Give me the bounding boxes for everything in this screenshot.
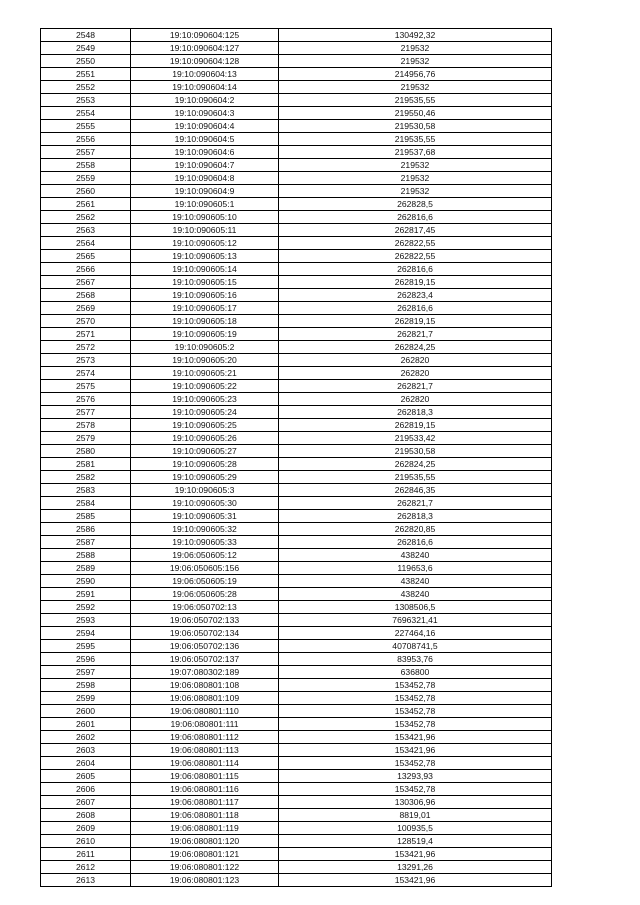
row-number-cell: 2570	[41, 315, 131, 328]
table-row	[41, 809, 552, 822]
row-number-cell: 2592	[41, 601, 131, 614]
value-cell: 262821,7	[279, 497, 552, 510]
table-row	[41, 133, 552, 146]
cadastral-number-cell: 19:10:090604:14	[131, 81, 279, 94]
cadastral-number-cell: 19:10:090605:21	[131, 367, 279, 380]
row-number-cell: 2580	[41, 445, 131, 458]
table-row	[41, 380, 552, 393]
row-number-cell: 2555	[41, 120, 131, 133]
value-cell: 219532	[279, 42, 552, 55]
value-cell: 13293,93	[279, 770, 552, 783]
value-cell: 636800	[279, 666, 552, 679]
cadastral-number-cell: 19:10:090604:4	[131, 120, 279, 133]
row-number-cell: 2572	[41, 341, 131, 354]
cadastral-number-cell: 19:10:090604:2	[131, 94, 279, 107]
cadastral-number-cell: 19:10:090605:28	[131, 458, 279, 471]
cadastral-number-cell: 19:10:090605:15	[131, 276, 279, 289]
value-cell: 227464,16	[279, 627, 552, 640]
value-cell: 262820,85	[279, 523, 552, 536]
table-row	[41, 29, 552, 42]
table-row	[41, 588, 552, 601]
value-cell: 219535,55	[279, 133, 552, 146]
table-row	[41, 263, 552, 276]
value-cell: 119653,6	[279, 562, 552, 575]
value-cell: 262816,6	[279, 302, 552, 315]
table-row	[41, 471, 552, 484]
value-cell: 438240	[279, 549, 552, 562]
table-row	[41, 419, 552, 432]
cadastral-number-cell: 19:10:090604:9	[131, 185, 279, 198]
table-row	[41, 198, 552, 211]
cadastral-number-cell: 19:10:090605:33	[131, 536, 279, 549]
row-number-cell: 2583	[41, 484, 131, 497]
cadastral-number-cell: 19:06:050702:13	[131, 601, 279, 614]
cadastral-number-cell: 19:10:090605:19	[131, 328, 279, 341]
row-number-cell: 2612	[41, 861, 131, 874]
cadastral-number-cell: 19:06:050605:19	[131, 575, 279, 588]
table-row	[41, 575, 552, 588]
cadastral-number-cell: 19:10:090605:31	[131, 510, 279, 523]
row-number-cell: 2594	[41, 627, 131, 640]
value-cell: 262822,55	[279, 250, 552, 263]
value-cell: 153421,96	[279, 874, 552, 887]
cadastral-number-cell: 19:10:090605:27	[131, 445, 279, 458]
cadastral-number-cell: 19:06:050702:133	[131, 614, 279, 627]
value-cell: 262818,3	[279, 510, 552, 523]
value-cell: 8819,01	[279, 809, 552, 822]
table-row	[41, 172, 552, 185]
cadastral-number-cell: 19:10:090604:3	[131, 107, 279, 120]
row-number-cell: 2554	[41, 107, 131, 120]
value-cell: 153421,96	[279, 731, 552, 744]
cadastral-number-cell: 19:10:090605:1	[131, 198, 279, 211]
value-cell: 262817,45	[279, 224, 552, 237]
value-cell: 130492,32	[279, 29, 552, 42]
cadastral-number-cell: 19:10:090604:127	[131, 42, 279, 55]
value-cell: 438240	[279, 575, 552, 588]
table-row	[41, 601, 552, 614]
cadastral-number-cell: 19:06:080801:122	[131, 861, 279, 874]
value-cell: 219550,46	[279, 107, 552, 120]
value-cell: 100935,5	[279, 822, 552, 835]
cadastral-number-cell: 19:10:090604:5	[131, 133, 279, 146]
table-row	[41, 94, 552, 107]
row-number-cell: 2599	[41, 692, 131, 705]
cadastral-number-cell: 19:10:090605:24	[131, 406, 279, 419]
row-number-cell: 2574	[41, 367, 131, 380]
row-number-cell: 2598	[41, 679, 131, 692]
row-number-cell: 2609	[41, 822, 131, 835]
cadastral-number-cell: 19:06:080801:116	[131, 783, 279, 796]
value-cell: 262819,15	[279, 315, 552, 328]
table-row	[41, 627, 552, 640]
value-cell: 262824,25	[279, 458, 552, 471]
value-cell: 262828,5	[279, 198, 552, 211]
value-cell: 1308506,5	[279, 601, 552, 614]
row-number-cell: 2558	[41, 159, 131, 172]
value-cell: 219532	[279, 172, 552, 185]
table-row	[41, 224, 552, 237]
row-number-cell: 2556	[41, 133, 131, 146]
value-cell: 128519,4	[279, 835, 552, 848]
row-number-cell: 2584	[41, 497, 131, 510]
cadastral-number-cell: 19:10:090605:29	[131, 471, 279, 484]
cadastral-number-cell: 19:06:050605:28	[131, 588, 279, 601]
row-number-cell: 2589	[41, 562, 131, 575]
table-row	[41, 367, 552, 380]
table-row	[41, 705, 552, 718]
table-row	[41, 328, 552, 341]
cadastral-number-cell: 19:06:080801:121	[131, 848, 279, 861]
cadastral-number-cell: 19:10:090605:16	[131, 289, 279, 302]
cadastral-number-cell: 19:10:090605:13	[131, 250, 279, 263]
value-cell: 153452,78	[279, 679, 552, 692]
cadastral-number-cell: 19:10:090604:125	[131, 29, 279, 42]
row-number-cell: 2607	[41, 796, 131, 809]
value-cell: 153452,78	[279, 692, 552, 705]
value-cell: 219537,68	[279, 146, 552, 159]
table-row	[41, 861, 552, 874]
row-number-cell: 2603	[41, 744, 131, 757]
cadastral-number-cell: 19:06:080801:111	[131, 718, 279, 731]
cadastral-number-cell: 19:06:080801:110	[131, 705, 279, 718]
table-row	[41, 120, 552, 133]
row-number-cell: 2573	[41, 354, 131, 367]
row-number-cell: 2552	[41, 81, 131, 94]
table-row	[41, 68, 552, 81]
cadastral-number-cell: 19:10:090605:2	[131, 341, 279, 354]
value-cell: 214956,76	[279, 68, 552, 81]
table-row	[41, 549, 552, 562]
row-number-cell: 2564	[41, 237, 131, 250]
value-cell: 262818,3	[279, 406, 552, 419]
row-number-cell: 2575	[41, 380, 131, 393]
value-cell: 219530,58	[279, 120, 552, 133]
cadastral-number-cell: 19:10:090604:128	[131, 55, 279, 68]
row-number-cell: 2553	[41, 94, 131, 107]
value-cell: 219530,58	[279, 445, 552, 458]
row-number-cell: 2601	[41, 718, 131, 731]
table-row	[41, 42, 552, 55]
table-row	[41, 835, 552, 848]
value-cell: 219533,42	[279, 432, 552, 445]
value-cell: 438240	[279, 588, 552, 601]
value-cell: 40708741,5	[279, 640, 552, 653]
row-number-cell: 2559	[41, 172, 131, 185]
cadastral-number-cell: 19:10:090604:7	[131, 159, 279, 172]
row-number-cell: 2597	[41, 666, 131, 679]
table-row	[41, 432, 552, 445]
table-row	[41, 354, 552, 367]
value-cell: 153452,78	[279, 705, 552, 718]
value-cell: 219532	[279, 185, 552, 198]
table-row	[41, 315, 552, 328]
table-row	[41, 458, 552, 471]
cadastral-number-cell: 19:06:080801:117	[131, 796, 279, 809]
row-number-cell: 2590	[41, 575, 131, 588]
table-row	[41, 393, 552, 406]
row-number-cell: 2605	[41, 770, 131, 783]
row-number-cell: 2567	[41, 276, 131, 289]
value-cell: 262819,15	[279, 419, 552, 432]
cadastral-number-cell: 19:10:090605:30	[131, 497, 279, 510]
cadastral-number-cell: 19:10:090605:18	[131, 315, 279, 328]
table-row	[41, 276, 552, 289]
row-number-cell: 2595	[41, 640, 131, 653]
cadastral-number-cell: 19:10:090605:3	[131, 484, 279, 497]
cadastral-number-cell: 19:06:050702:136	[131, 640, 279, 653]
table-row	[41, 250, 552, 263]
row-number-cell: 2602	[41, 731, 131, 744]
row-number-cell: 2608	[41, 809, 131, 822]
value-cell: 219532	[279, 81, 552, 94]
cadastral-value-table	[40, 28, 552, 887]
cadastral-number-cell: 19:10:090604:13	[131, 68, 279, 81]
value-cell: 262820	[279, 354, 552, 367]
cadastral-number-cell: 19:10:090605:20	[131, 354, 279, 367]
table-row	[41, 211, 552, 224]
table-row	[41, 666, 552, 679]
table-row	[41, 445, 552, 458]
value-cell: 262819,15	[279, 276, 552, 289]
value-cell: 262821,7	[279, 380, 552, 393]
value-cell: 262822,55	[279, 237, 552, 250]
value-cell: 219532	[279, 55, 552, 68]
table-row	[41, 770, 552, 783]
table-row	[41, 484, 552, 497]
cadastral-number-cell: 19:06:080801:118	[131, 809, 279, 822]
row-number-cell: 2591	[41, 588, 131, 601]
cadastral-number-cell: 19:06:080801:113	[131, 744, 279, 757]
value-cell: 262824,25	[279, 341, 552, 354]
table-row	[41, 822, 552, 835]
row-number-cell: 2582	[41, 471, 131, 484]
table-row	[41, 731, 552, 744]
row-number-cell: 2550	[41, 55, 131, 68]
table-row	[41, 796, 552, 809]
table-row	[41, 289, 552, 302]
cadastral-number-cell: 19:07:080302:189	[131, 666, 279, 679]
row-number-cell: 2569	[41, 302, 131, 315]
table-row	[41, 614, 552, 627]
cadastral-number-cell: 19:06:080801:119	[131, 822, 279, 835]
row-number-cell: 2576	[41, 393, 131, 406]
table-row	[41, 146, 552, 159]
cadastral-number-cell: 19:06:050605:156	[131, 562, 279, 575]
table-row	[41, 653, 552, 666]
cadastral-number-cell: 19:06:080801:108	[131, 679, 279, 692]
value-cell: 7696321,41	[279, 614, 552, 627]
table-row	[41, 55, 552, 68]
cadastral-number-cell: 19:10:090604:6	[131, 146, 279, 159]
value-cell: 262816,6	[279, 211, 552, 224]
table-body	[41, 29, 552, 887]
table-row	[41, 692, 552, 705]
row-number-cell: 2568	[41, 289, 131, 302]
value-cell: 153421,96	[279, 848, 552, 861]
table-row	[41, 185, 552, 198]
value-cell: 262816,6	[279, 536, 552, 549]
cadastral-number-cell: 19:06:050605:12	[131, 549, 279, 562]
table-row	[41, 757, 552, 770]
table-row	[41, 562, 552, 575]
row-number-cell: 2562	[41, 211, 131, 224]
row-number-cell: 2566	[41, 263, 131, 276]
value-cell: 83953,76	[279, 653, 552, 666]
row-number-cell: 2551	[41, 68, 131, 81]
row-number-cell: 2563	[41, 224, 131, 237]
row-number-cell: 2578	[41, 419, 131, 432]
value-cell: 262820	[279, 393, 552, 406]
cadastral-number-cell: 19:10:090604:8	[131, 172, 279, 185]
table-row	[41, 302, 552, 315]
row-number-cell: 2587	[41, 536, 131, 549]
value-cell: 153452,78	[279, 783, 552, 796]
table-row	[41, 718, 552, 731]
row-number-cell: 2586	[41, 523, 131, 536]
table-row	[41, 744, 552, 757]
table-row	[41, 783, 552, 796]
cadastral-number-cell: 19:10:090605:26	[131, 432, 279, 445]
cadastral-number-cell: 19:10:090605:12	[131, 237, 279, 250]
cadastral-number-cell: 19:10:090605:23	[131, 393, 279, 406]
cadastral-number-cell: 19:10:090605:11	[131, 224, 279, 237]
value-cell: 219535,55	[279, 94, 552, 107]
row-number-cell: 2606	[41, 783, 131, 796]
table-row	[41, 640, 552, 653]
value-cell: 153421,96	[279, 744, 552, 757]
row-number-cell: 2579	[41, 432, 131, 445]
cadastral-number-cell: 19:10:090605:10	[131, 211, 279, 224]
row-number-cell: 2588	[41, 549, 131, 562]
value-cell: 13291,26	[279, 861, 552, 874]
row-number-cell: 2596	[41, 653, 131, 666]
cadastral-number-cell: 19:10:090605:17	[131, 302, 279, 315]
table-row	[41, 523, 552, 536]
row-number-cell: 2585	[41, 510, 131, 523]
table-row	[41, 341, 552, 354]
value-cell: 262846,35	[279, 484, 552, 497]
table-row	[41, 237, 552, 250]
table-row	[41, 679, 552, 692]
row-number-cell: 2549	[41, 42, 131, 55]
cadastral-number-cell: 19:06:080801:123	[131, 874, 279, 887]
value-cell: 262821,7	[279, 328, 552, 341]
row-number-cell: 2571	[41, 328, 131, 341]
cadastral-number-cell: 19:10:090605:32	[131, 523, 279, 536]
value-cell: 153452,78	[279, 718, 552, 731]
value-cell: 219535,55	[279, 471, 552, 484]
row-number-cell: 2577	[41, 406, 131, 419]
table-row	[41, 536, 552, 549]
cadastral-number-cell: 19:06:050702:137	[131, 653, 279, 666]
table-row	[41, 406, 552, 419]
cadastral-number-cell: 19:06:080801:109	[131, 692, 279, 705]
cadastral-number-cell: 19:10:090605:14	[131, 263, 279, 276]
table-row	[41, 497, 552, 510]
table-row	[41, 510, 552, 523]
row-number-cell: 2604	[41, 757, 131, 770]
table-row	[41, 81, 552, 94]
value-cell: 130306,96	[279, 796, 552, 809]
row-number-cell: 2560	[41, 185, 131, 198]
value-cell: 262816,6	[279, 263, 552, 276]
table-row	[41, 107, 552, 120]
table-row	[41, 874, 552, 887]
cadastral-number-cell: 19:06:050702:134	[131, 627, 279, 640]
value-cell: 153452,78	[279, 757, 552, 770]
row-number-cell: 2600	[41, 705, 131, 718]
row-number-cell: 2561	[41, 198, 131, 211]
cadastral-number-cell: 19:10:090605:22	[131, 380, 279, 393]
row-number-cell: 2611	[41, 848, 131, 861]
table-row	[41, 159, 552, 172]
cadastral-number-cell: 19:10:090605:25	[131, 419, 279, 432]
table-row	[41, 848, 552, 861]
row-number-cell: 2593	[41, 614, 131, 627]
value-cell: 262820	[279, 367, 552, 380]
cadastral-number-cell: 19:06:080801:115	[131, 770, 279, 783]
row-number-cell: 2557	[41, 146, 131, 159]
cadastral-number-cell: 19:06:080801:114	[131, 757, 279, 770]
row-number-cell: 2610	[41, 835, 131, 848]
row-number-cell: 2565	[41, 250, 131, 263]
cadastral-number-cell: 19:06:080801:112	[131, 731, 279, 744]
row-number-cell: 2581	[41, 458, 131, 471]
row-number-cell: 2548	[41, 29, 131, 42]
row-number-cell: 2613	[41, 874, 131, 887]
value-cell: 262823,4	[279, 289, 552, 302]
value-cell: 219532	[279, 159, 552, 172]
cadastral-number-cell: 19:06:080801:120	[131, 835, 279, 848]
